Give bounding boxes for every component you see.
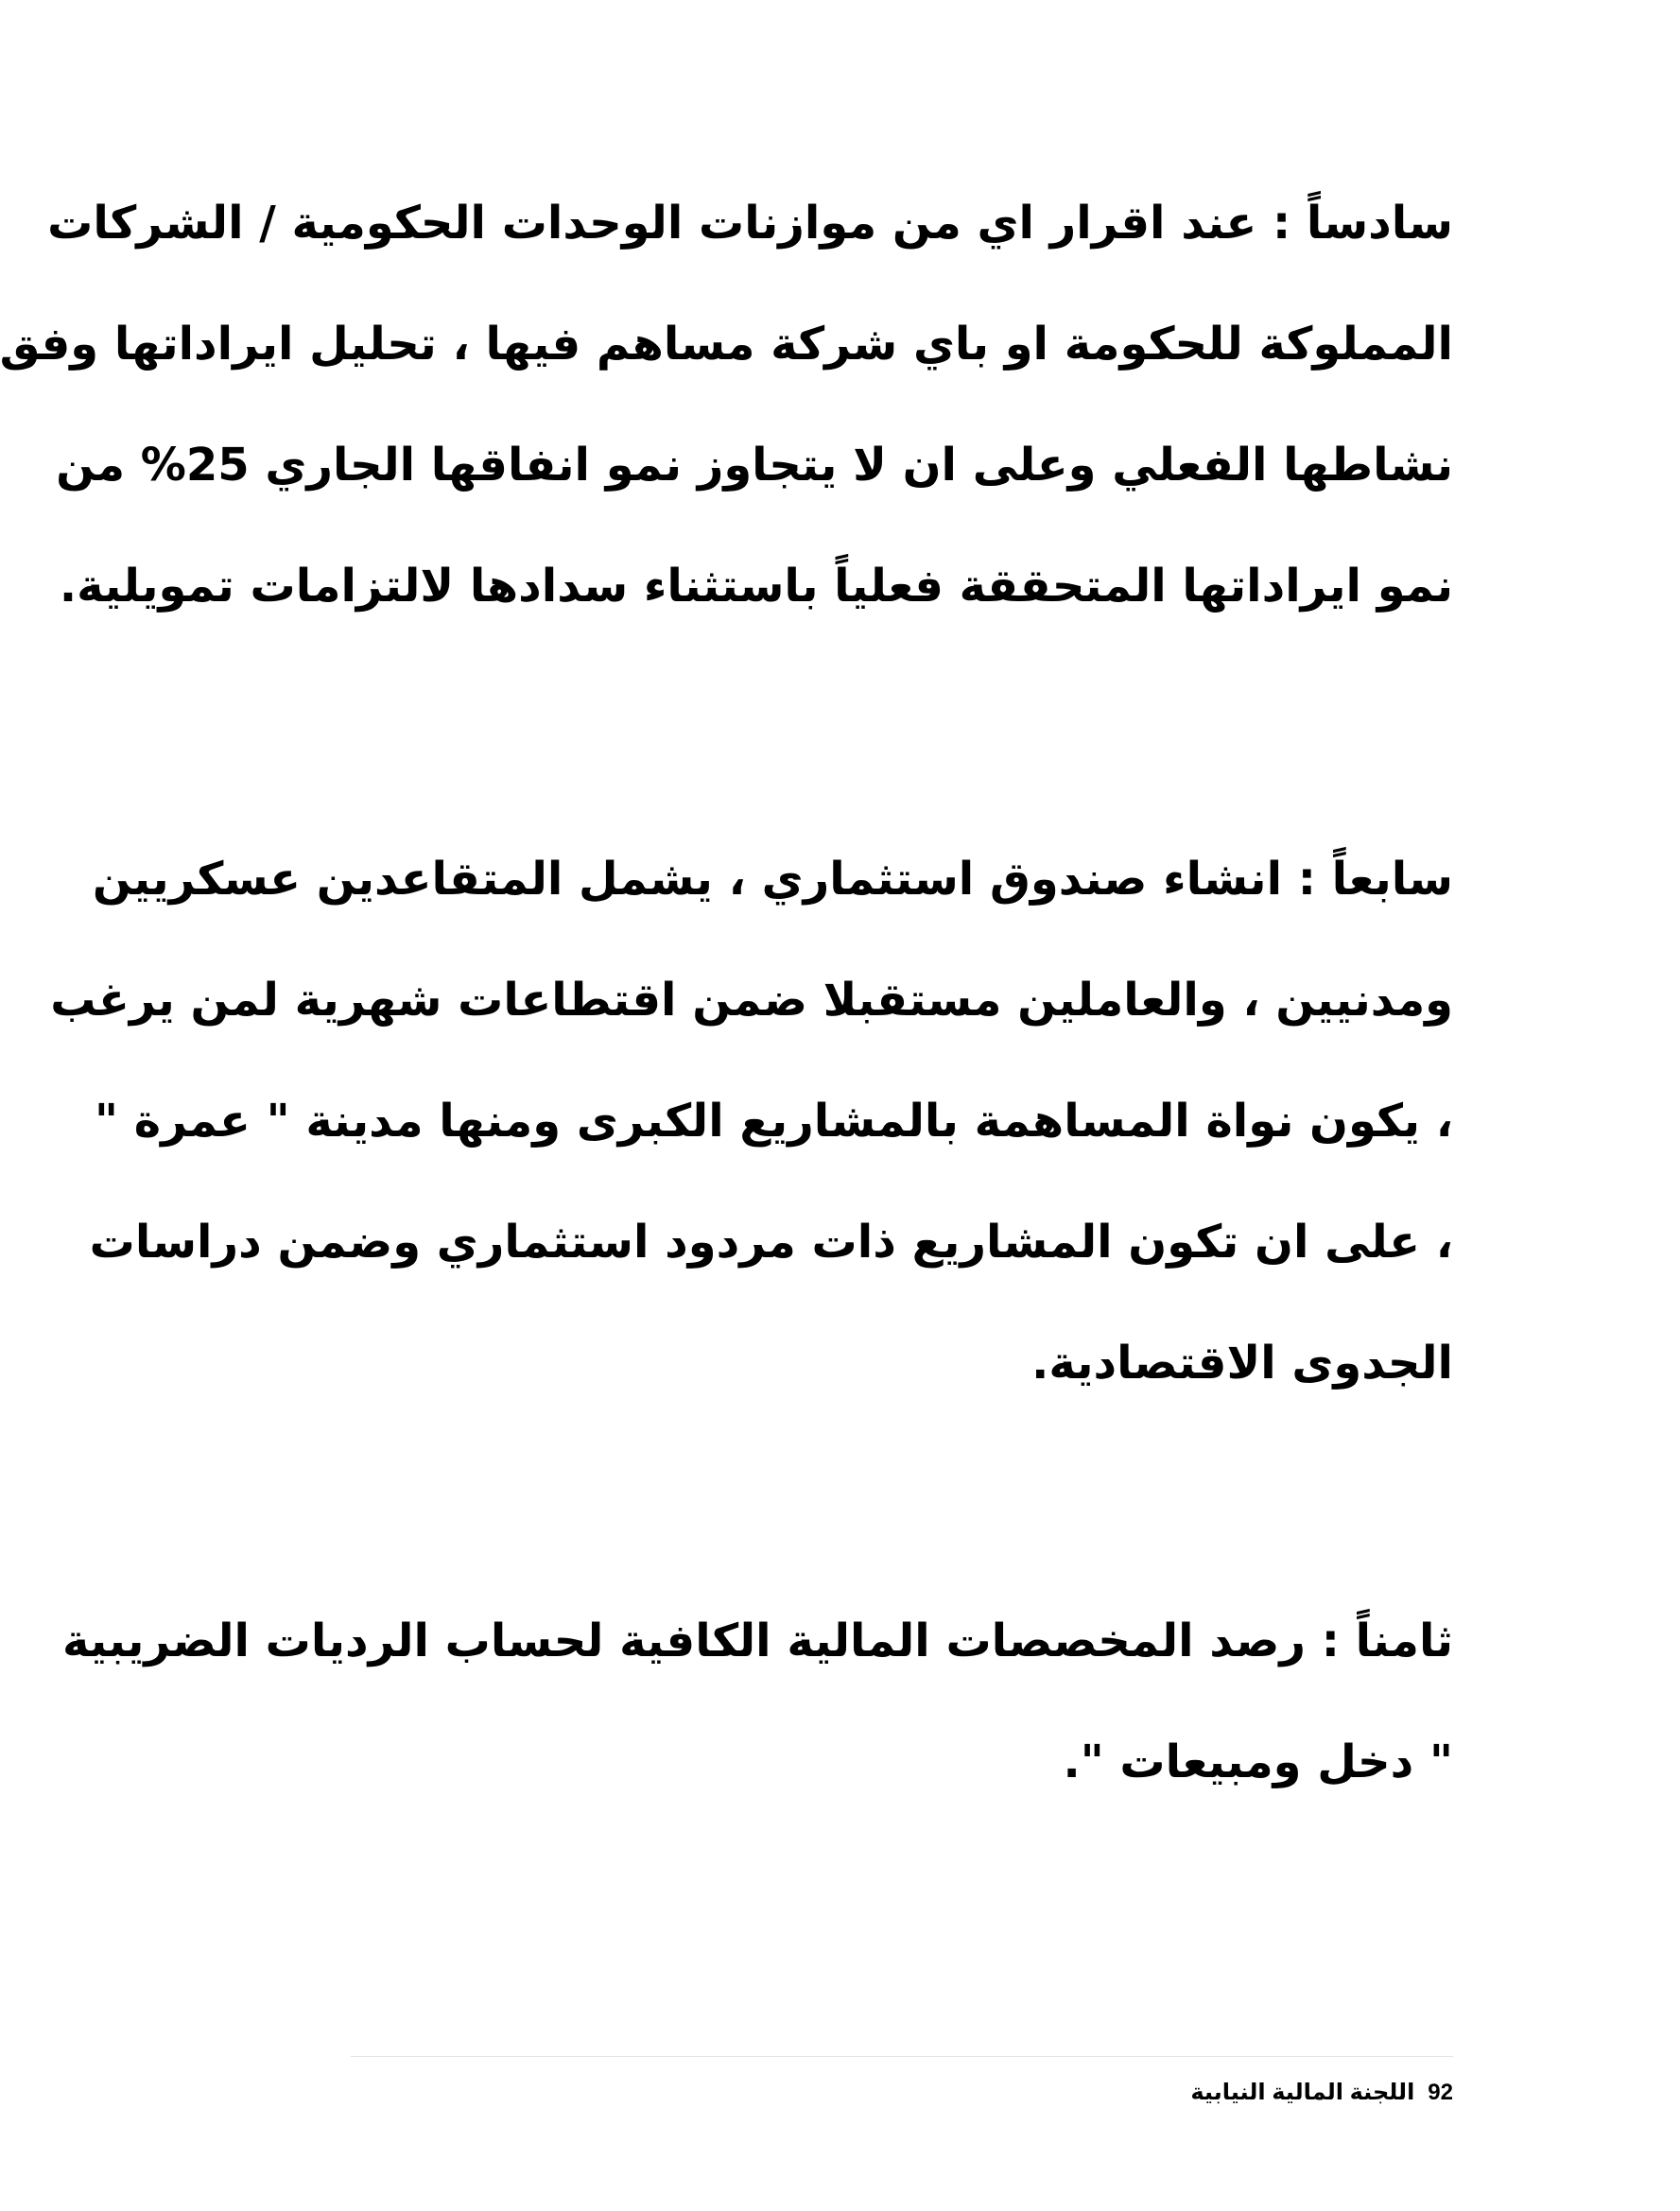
footer-divider [351,2056,1453,2057]
committee-name: اللجنة المالية النيابية [1190,2080,1415,2105]
paragraph-sixth [0,163,1453,647]
page-number: 92 [1428,2080,1453,2105]
paragraph-seventh [50,819,1453,1424]
paragraph-line: ثامناً : رصد المخصصات المالية الكافية لحساب الرديات الضريبية [62,1615,1453,1667]
paragraph-eighth [62,1581,1453,1822]
paragraph-line: ، على ان تكون المشاريع ذات مردود استثماري وضمن دراسات [89,1216,1453,1269]
paragraph-line: الجدوى الاقتصادية. [1031,1337,1453,1390]
paragraph-line: نمو ايراداتها المتحققة فعلياً باستثناء سدادها لالتزامات تمويلية. [59,560,1453,613]
paragraph-line: " دخل ومبيعات ". [1063,1736,1453,1788]
page-footer [1190,2076,1453,2110]
paragraph-line: ومدنيين ، والعاملين مستقبلا ضمن اقتطاعات شهرية لمن يرغب [50,974,1453,1027]
paragraph-line: سابعاً : انشاء صندوق استثماري ، يشمل المتقاعدين عسكريين [92,853,1453,906]
paragraph-line: ، يكون نواة المساهمة بالمشاريع الكبرى ومنها مدينة " عمرة " [95,1095,1453,1148]
paragraph-line: نشاطها الفعلي وعلى ان لا يتجاوز نمو انفاقها الجاري 25% من [56,439,1453,492]
paragraph-line: سادساً : عند اقرار اي من موازنات الوحدات الحكومية / الشركات [47,197,1453,250]
paragraph-line: المملوكة للحكومة او باي شركة مساهم فيها ، تحليل ايراداتها وفق [0,318,1453,371]
